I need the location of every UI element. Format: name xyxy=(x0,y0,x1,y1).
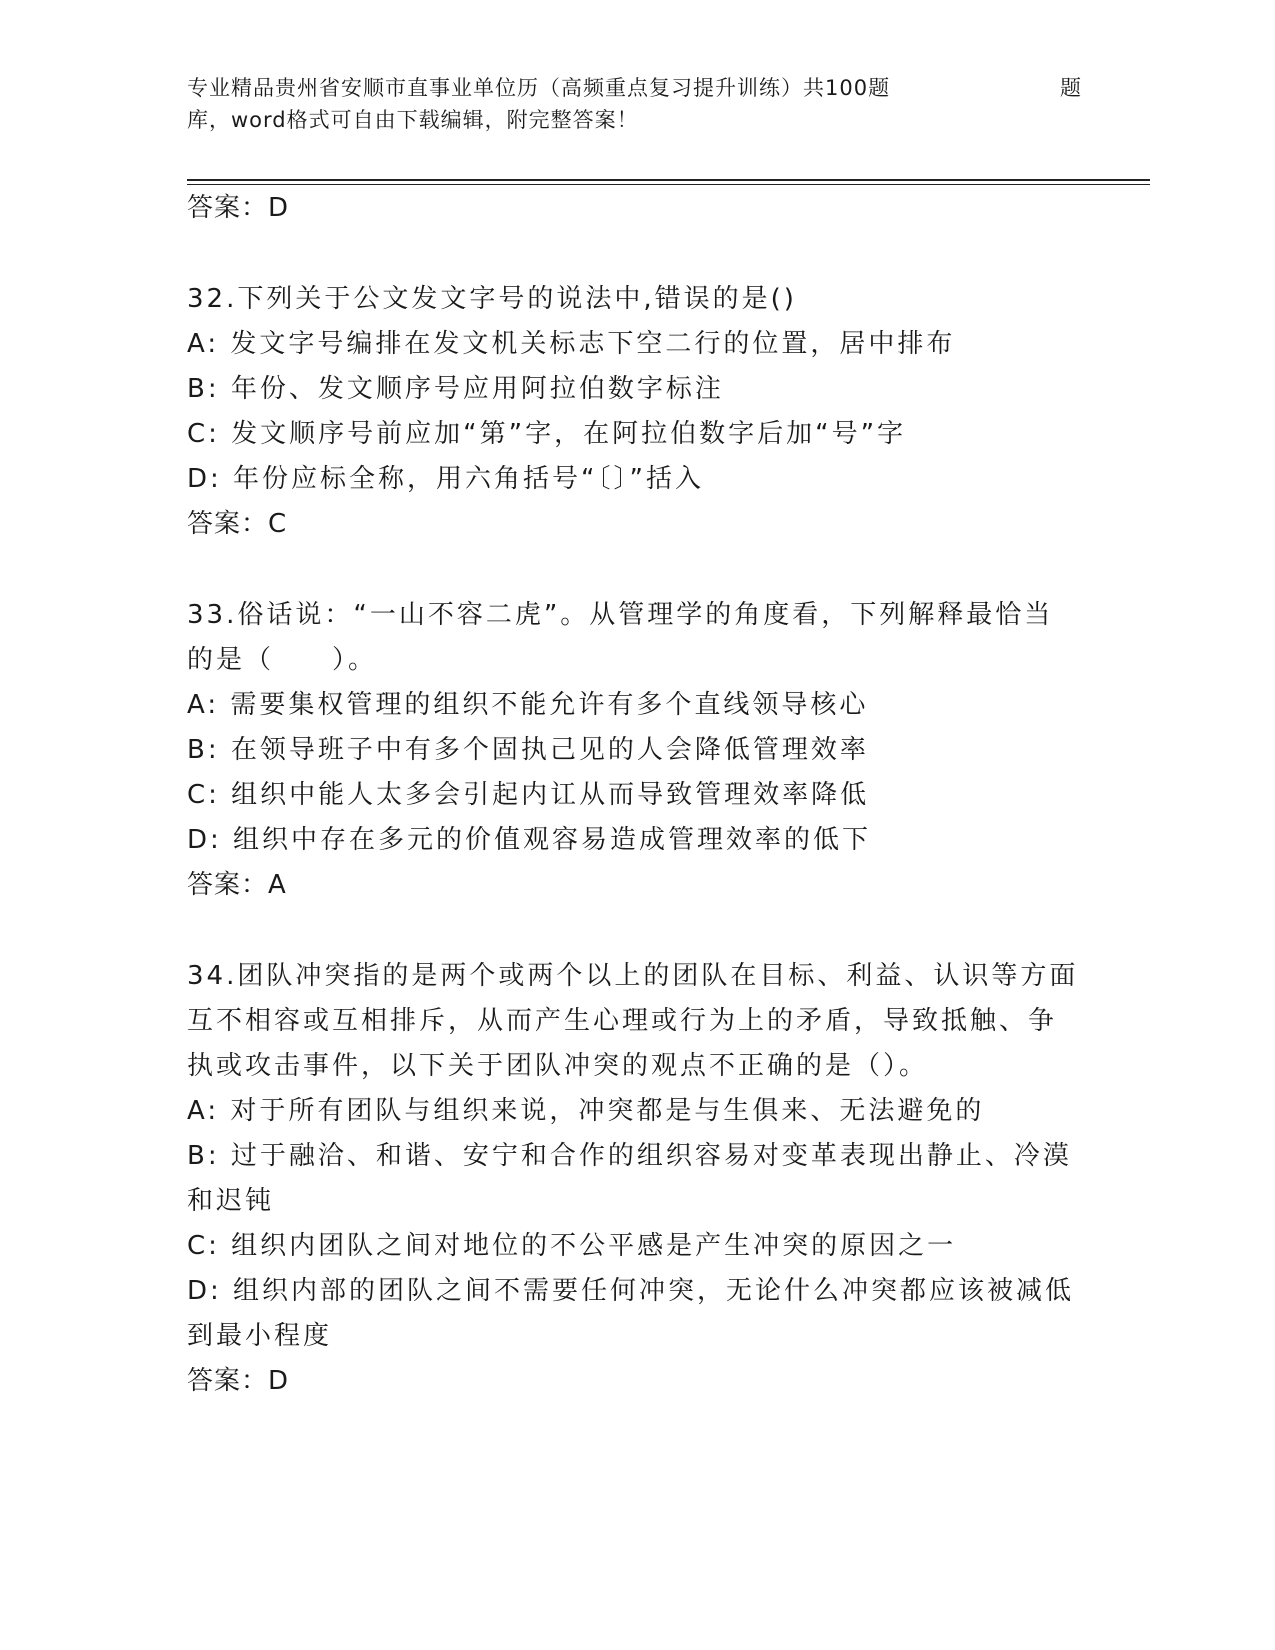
option-c: C: 发文顺序号前应加“第”字，在阿拉伯数字后加“号”字 xyxy=(187,419,907,449)
spacer xyxy=(187,231,1087,277)
answer-31: 答案：D xyxy=(187,193,290,223)
answer: 答案：C xyxy=(187,509,288,539)
option-a: A: 发文字号编排在发文机关标志下空二行的位置，居中排布 xyxy=(187,329,956,359)
header-title-tail: 题 xyxy=(1060,76,1082,100)
option-b: B: 年份、发文顺序号应用阿拉伯数字标注 xyxy=(187,374,724,404)
header-rule-thin xyxy=(187,184,1150,185)
option-a: A: 需要集权管理的组织不能允许有多个直线领导核心 xyxy=(187,690,869,720)
option-d-line-1: D: 组织内部的团队之间不需要任何冲突，无论什么冲突都应该被减低 xyxy=(187,1276,1075,1306)
question-33 xyxy=(187,593,1087,908)
answer: 答案：D xyxy=(187,1366,290,1396)
question-34 xyxy=(187,954,1087,1404)
option-d: D: 年份应标全称，用六角括号“〔〕”括入 xyxy=(187,464,704,494)
option-b-line-1: B: 过于融洽、和谐、安宁和合作的组织容易对变革表现出静止、冷漠 xyxy=(187,1141,1072,1171)
question-title-line-1: 34.团队冲突指的是两个或两个以上的团队在目标、利益、认识等方面 xyxy=(187,961,1079,991)
question-title-line-2: 的是（ ）。 xyxy=(187,645,378,675)
option-d-line-2: 到最小程度 xyxy=(187,1321,333,1351)
answer: 答案：A xyxy=(187,870,287,900)
header-line-2: 库，word格式可自由下载编辑，附完整答案！ xyxy=(187,108,639,132)
header-title: 专业精品贵州省安顺市直事业单位历（高频重点复习提升训练）共100题 xyxy=(187,76,891,100)
option-a: A: 对于所有团队与组织来说，冲突都是与生俱来、无法避免的 xyxy=(187,1096,985,1126)
header-line-1 xyxy=(187,72,1082,104)
document-body xyxy=(187,186,1087,1404)
option-d: D: 组织中存在多元的价值观容易造成管理效率的低下 xyxy=(187,825,872,855)
question-32 xyxy=(187,277,1087,547)
question-title-line-2: 互不相容或互相排斥，从而产生心理或行为上的矛盾，导致抵触、争 xyxy=(187,1006,1058,1036)
header-rule-thick xyxy=(187,179,1150,181)
option-c: C: 组织中能人太多会引起内讧从而导致管理效率降低 xyxy=(187,780,870,810)
page-header xyxy=(187,72,1082,136)
question-title: 32.下列关于公文发文字号的说法中,错误的是() xyxy=(187,284,797,314)
question-title-line-3: 执或攻击事件，以下关于团队冲突的观点不正确的是（）。 xyxy=(187,1051,929,1081)
option-b: B: 在领导班子中有多个固执己见的人会降低管理效率 xyxy=(187,735,869,765)
question-title-line-1: 33.俗话说：“一山不容二虎”。从管理学的角度看，下列解释最恰当 xyxy=(187,600,1054,630)
spacer xyxy=(187,908,1087,954)
option-c: C: 组织内团队之间对地位的不公平感是产生冲突的原因之一 xyxy=(187,1231,957,1261)
option-b-line-2: 和迟钝 xyxy=(187,1186,275,1216)
spacer xyxy=(187,547,1087,593)
